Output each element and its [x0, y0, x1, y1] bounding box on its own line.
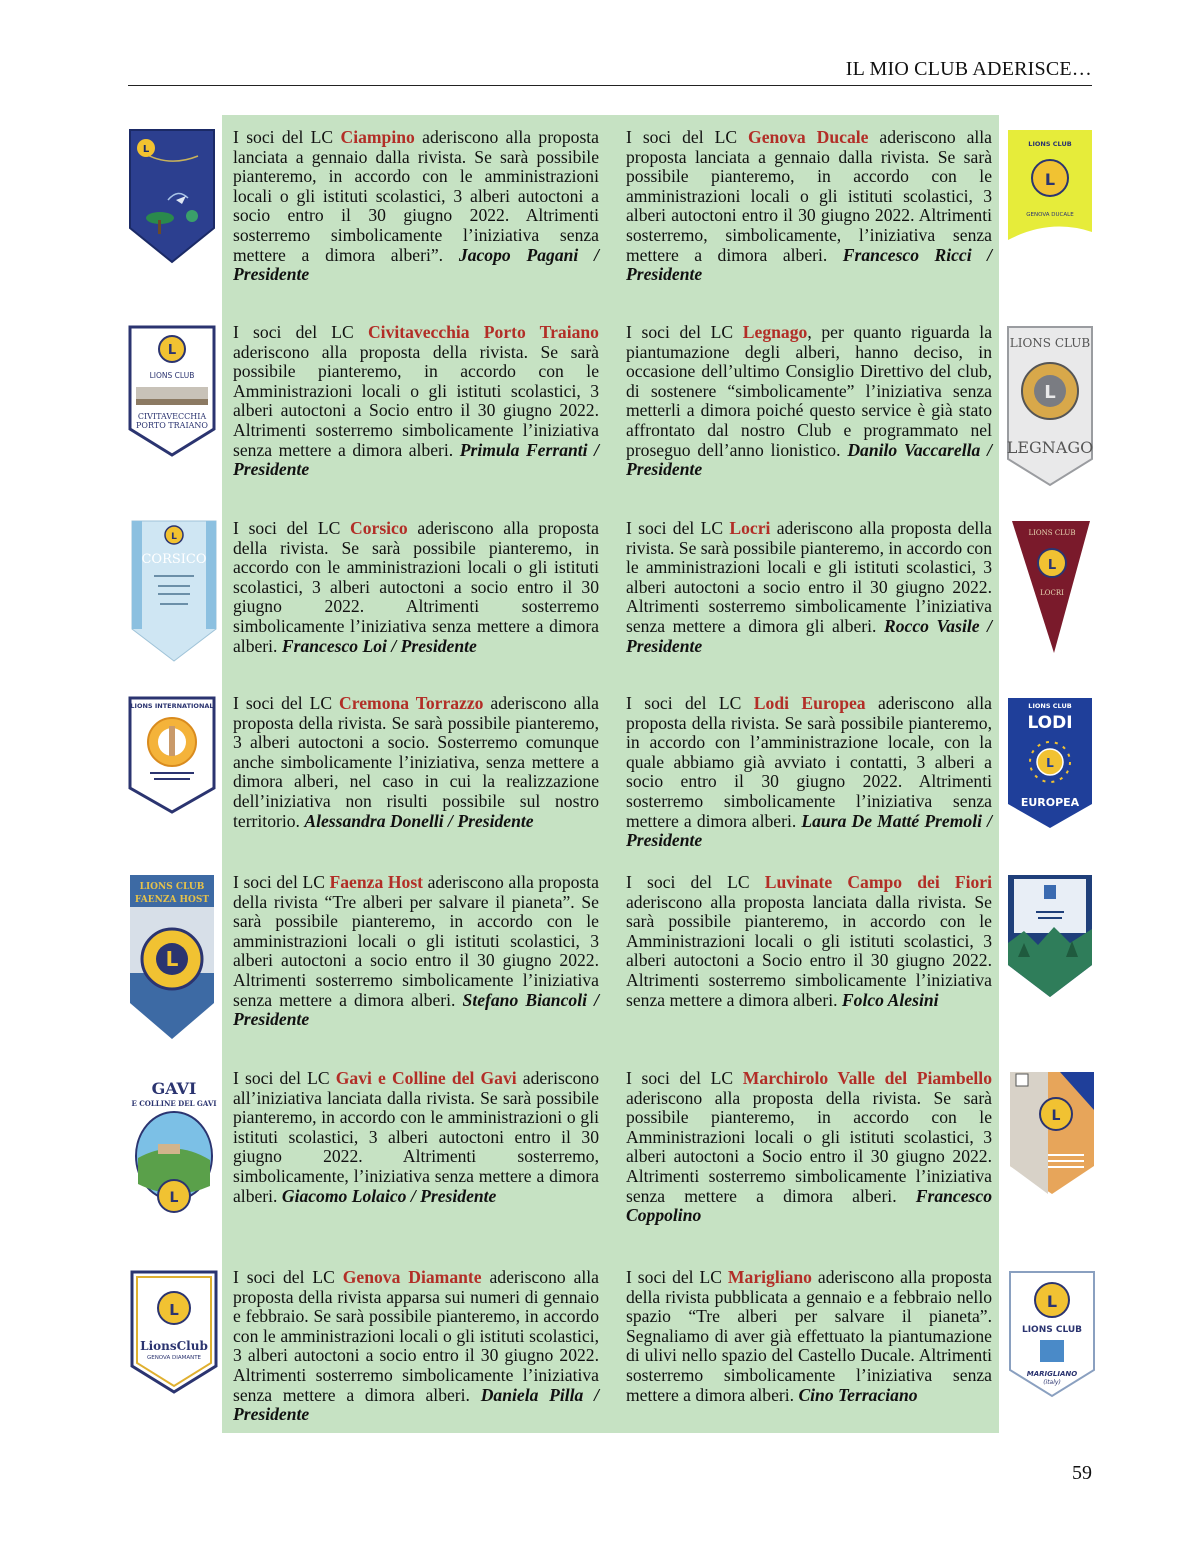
entry-text: , per quanto riguarda la piantumazione degli alberi, hanno deciso, in occasione dell’ultimo Consiglio Direttivo del club, di sostenere “simbolicamente” l’iniziativa senza metterli a dimora poiché questo service è già stato affrontato dal nostro Club e programmato nel proseguo dell’anno lionistico. — [626, 322, 992, 460]
club-name: Cremona Torrazzo — [339, 693, 484, 713]
entry-text: aderiscono alla proposta della rivista. Se sarà possibile pianteremo, in accordo con le amministrazioni locali o gli istituti scolastici, 3 alberi autoctoni a socio entro il 30 giugno 2022. Altrimenti sosterremo simbolicamente l’iniziativa senza mettere a dimora alberi. — [233, 518, 599, 656]
locri-pennant-icon — [1010, 519, 1092, 655]
club-name: Luvinate Campo dei Fiori — [764, 872, 992, 892]
entry-text: aderiscono alla proposta della rivista. Se sarà possibile pianteremo, in accordo con l’amministrazione locale, con la quale abbiamo già avviato i contatti, 3 alberi a socio entro il 30 giugno 2022. Altrimenti sosterremo simbolicamente l’iniziativa senza mettere a dimora alberi. — [626, 693, 992, 831]
entry-signature: Cino Terraciano — [798, 1384, 918, 1405]
banner-text: GAVI — [151, 1079, 197, 1098]
club-entry — [626, 873, 992, 1010]
svg-text:L: L — [1047, 558, 1057, 573]
club-entry — [626, 323, 992, 480]
svg-text:L: L — [142, 144, 150, 155]
banner-text: LIONS CLUB — [1028, 140, 1072, 148]
entry-signature: Rocco Vasile / Presidente — [626, 615, 992, 656]
entry-lead: I soci del LC — [626, 693, 754, 713]
banner-text: GENOVA DUCALE — [1026, 212, 1074, 218]
entry-signature: Giacomo Lolaico / Presidente — [281, 1185, 497, 1206]
club-entry — [233, 323, 599, 480]
club-name: Marchirolo Valle del Piambello — [742, 1068, 992, 1088]
entry-text: aderiscono alla proposta lanciata a gennaio dalla rivista. Se sarà possibile pianteremo, in accordo con le amministrazioni locali o gli istituti scolastici, 3 alberi autoctoni a socio entro il 30 giugno 2022. Altrimenti sosterremo simbolicamente l’iniziativa senza mettere a dimora alberi”. — [233, 127, 599, 265]
entry-text: aderiscono alla proposta della rivista apparsa sui numeri di gennaio e febbraio. Se sarà possibile pianteremo, in accordo con le amministrazioni locali o gli istituti scolastici, 3 alberi autoctoni a socio entro il 30 giugno 2022. Altrimenti sosterremo simbolicamente l’iniziativa senza mettere a dimora alberi. — [233, 1267, 599, 1405]
club-name: Locri — [729, 518, 771, 538]
club-entry — [626, 694, 992, 851]
banner-text: E COLLINE DEL GAVI — [131, 1099, 217, 1108]
club-entry — [233, 1069, 599, 1206]
club-entry — [626, 1069, 992, 1226]
entry-signature: Francesco Ricci / Presidente — [626, 244, 992, 285]
header-rule — [128, 85, 1092, 86]
entry-lead: I soci del LC — [626, 1267, 728, 1287]
page-number: 59 — [1072, 1462, 1092, 1484]
faenza-host-pennant-icon — [128, 873, 216, 1041]
cremona-torrazzo-pennant-icon — [128, 696, 216, 814]
entry-text: aderiscono alla proposta della rivista. Se sarà possibile pianteremo, 3 alberi autoctoni a socio. Sosterremo comunque anche simbolicamente l’iniziativa, senza mettere a dimora alberi, nel caso in cui la realizzazione dell’iniziativa non risulti possibile sul nostro territorio. — [233, 693, 599, 831]
entry-lead: I soci del LC — [233, 322, 368, 342]
svg-text:L: L — [169, 1301, 179, 1319]
entry-lead: I soci del LC — [626, 1068, 743, 1088]
club-entry — [233, 1268, 599, 1425]
svg-text:L: L — [167, 343, 177, 358]
genova-diamante-pennant-icon — [130, 1270, 218, 1394]
banner-text: (italy) — [1043, 1379, 1061, 1386]
banner-text: MARIGLIANO — [1026, 1370, 1078, 1378]
club-name: Civitavecchia Porto Traiano — [367, 322, 599, 342]
entry-signature: Alessandra Donelli / Presidente — [304, 810, 534, 831]
club-name: Gavi e Colline del Gavi — [335, 1068, 517, 1088]
entry-signature: Jacopo Pagani / Presidente — [233, 244, 599, 285]
club-name: Genova Ducale — [748, 127, 869, 147]
banner-text: LOCRI — [1040, 589, 1064, 597]
club-entry — [626, 1268, 992, 1405]
banner-text: LIONS CLUB — [1028, 702, 1072, 710]
entry-lead: I soci del LC — [233, 693, 340, 713]
lodi-europea-pennant-icon — [1006, 696, 1094, 830]
banner-text: CORSICO — [141, 552, 207, 567]
marchirolo-pennant-icon — [1008, 1070, 1096, 1196]
entry-signature: Francesco Loi / Presidente — [281, 635, 477, 656]
entry-text: aderiscono alla proposta della rivista “Tre alberi per salvare il pianeta”. Se sarà possibile pianteremo, in accordo con le amministrazioni locali o gli istituti scolastici, 3 alberi autoctoni a socio entro il 30 giugno 2022. Altrimenti sosterremo simbolicamente l’iniziativa senza mettere a dimora alberi. — [233, 872, 599, 1010]
svg-text:L: L — [165, 947, 179, 971]
banner-text: EUROPEA — [1020, 796, 1080, 809]
club-name: Faenza Host — [329, 872, 424, 892]
entry-signature: Folco Alesini — [841, 989, 939, 1010]
corsico-pennant-icon — [130, 519, 218, 663]
ciampino-pennant-icon — [128, 128, 216, 264]
banner-text: CIVITAVECCHIA — [137, 412, 207, 421]
banner-text: LionsClub — [140, 1339, 208, 1353]
entry-signature: Danilo Vaccarella / Presidente — [626, 439, 992, 480]
banner-text: LIONS CLUB — [1009, 336, 1091, 350]
svg-text:L: L — [1051, 1108, 1061, 1124]
gavi-pennant-icon — [130, 1076, 218, 1224]
banner-text: LODI — [1027, 713, 1073, 733]
luvinate-pennant-icon — [1006, 873, 1094, 999]
entry-lead: I soci del LC — [233, 872, 330, 892]
civitavecchia-pennant-icon — [128, 325, 216, 457]
entry-signature: Daniela Pilla / Presidente — [233, 1384, 600, 1425]
entry-lead: I soci del LC — [626, 322, 743, 342]
entry-signature: Laura De Matté Premoli / Presidente — [626, 810, 992, 851]
svg-text:L: L — [171, 532, 177, 542]
svg-text:L: L — [169, 1190, 179, 1206]
entry-lead: I soci del LC — [626, 518, 730, 538]
entry-lead: I soci del LC — [626, 127, 749, 147]
entry-signature: Stefano Biancoli / Presidente — [233, 989, 599, 1030]
entry-lead: I soci del LC — [233, 1267, 343, 1287]
entry-text: aderiscono alla proposta lanciata a gennaio dalla rivista. Se sarà possibile pianteremo, in accordo con le amministrazioni locali o gli istituti scolastici, 3 alberi autoctoni entro il 30 giugno 2022. Altrimenti sosterremo, simbolicamente, l’iniziativa senza mettere a dimora alberi. — [626, 127, 992, 265]
entry-text: aderiscono all’iniziativa lanciata dalla rivista. Se sarà possibile pianteremo, in accordo con le amministrazioni o gli istituti scolastici, 3 alberi autoctoni entro il 30 giugno 2022. Altrimenti sosterremo, simbolicamente, l’iniziativa senza mettere a dimora alberi. — [233, 1068, 599, 1206]
entry-text: aderiscono alla proposta della rivista. Se sarà possibile pianteremo, in accordo con le Amministrazioni locali o gli istituti scolastici, 3 alberi autoctoni a Socio entro il 30 giugno 2022. Altrimenti sosterremo simbolicamente l’iniziativa senza mettere a dimora alberi. — [233, 341, 599, 460]
entry-text: aderiscono alla proposta della rivista. Se sarà possibile pianteremo, in accordo con le Amministrazioni locali o gli istituti scolastici, 3 alberi autoctoni a Socio entro il 30 giugno 2022. Altrimenti sosterremo simbolicamente l’iniziativa senza mettere a dimora alberi. — [626, 1087, 992, 1206]
club-entry — [233, 694, 599, 831]
banner-text: FAENZA HOST — [134, 895, 210, 905]
banner-text: GENOVA DIAMANTE — [146, 1355, 202, 1361]
entry-lead: I soci del LC — [233, 127, 341, 147]
club-name: Genova Diamante — [342, 1267, 482, 1287]
banner-text: LIONS INTERNATIONAL — [130, 702, 214, 710]
banner-text: LEGNAGO — [1006, 438, 1094, 457]
banner-text: LIONS CLUB — [139, 882, 205, 892]
entry-text: aderiscono alla proposta della rivista pubblicata a gennaio e a febbraio nello spazio “Tre alberi per salvare il pianeta”. Segnaliamo di aver già effettuato la piantumazione di ulivi nello spazio del Castello Ducale. Altrimenti sosterremo simbolicamente l’iniziativa senza mettere a dimora alberi. — [626, 1267, 992, 1405]
club-name: Lodi Europea — [753, 693, 866, 713]
entry-lead: I soci del LC — [233, 1068, 336, 1088]
entry-lead: I soci del LC — [626, 872, 765, 892]
entry-signature: Francesco Coppolino — [626, 1185, 992, 1226]
club-name: Ciampino — [340, 127, 415, 147]
legnago-pennant-icon — [1006, 325, 1094, 487]
banner-text: LIONS CLUB — [149, 371, 195, 380]
marigliano-pennant-icon — [1008, 1270, 1096, 1398]
club-entry — [233, 873, 599, 1030]
entry-signature: Primula Ferranti / Presidente — [233, 439, 600, 480]
svg-text:L: L — [1044, 170, 1056, 189]
club-name: Marigliano — [727, 1267, 812, 1287]
svg-text:L: L — [1046, 1292, 1058, 1311]
club-entry — [233, 519, 599, 656]
club-entry — [626, 519, 992, 656]
club-entry — [626, 128, 992, 285]
genova-ducale-pennant-icon — [1006, 128, 1094, 244]
club-entry — [233, 128, 599, 285]
club-name: Corsico — [350, 518, 408, 538]
svg-text:L: L — [1046, 756, 1054, 770]
entry-text: aderiscono alla proposta della rivista. Se sarà possibile pianteremo, in accordo con le amministrazioni locali e gli istituti scolastici, 3 alberi autoctoni a socio entro il 30 giugno 2022. Altrimenti sosterremo simbolicamente l’iniziativa senza mettere a dimora gli alberi. — [626, 518, 992, 636]
banner-text: LIONS CLUB — [1028, 529, 1076, 537]
svg-text:L: L — [1044, 382, 1056, 403]
banner-text: LIONS CLUB — [1021, 1325, 1083, 1335]
banner-text: PORTO TRAIANO — [136, 421, 208, 430]
entry-text: aderiscono alla proposta lanciata dalla rivista. Se sarà possibile pianteremo, in accordo con le Amministrazioni locali o gli istituti scolastici, 3 alberi autoctoni a Socio entro il 30 giugno 2022. Altrimenti sosterremo simbolicamente l’iniziativa senza mettere a dimora alberi. — [626, 891, 992, 1010]
entry-lead: I soci del LC — [233, 518, 351, 538]
running-header: IL MIO CLUB ADERISCE… — [845, 58, 1092, 80]
club-name: Legnago — [742, 322, 808, 342]
